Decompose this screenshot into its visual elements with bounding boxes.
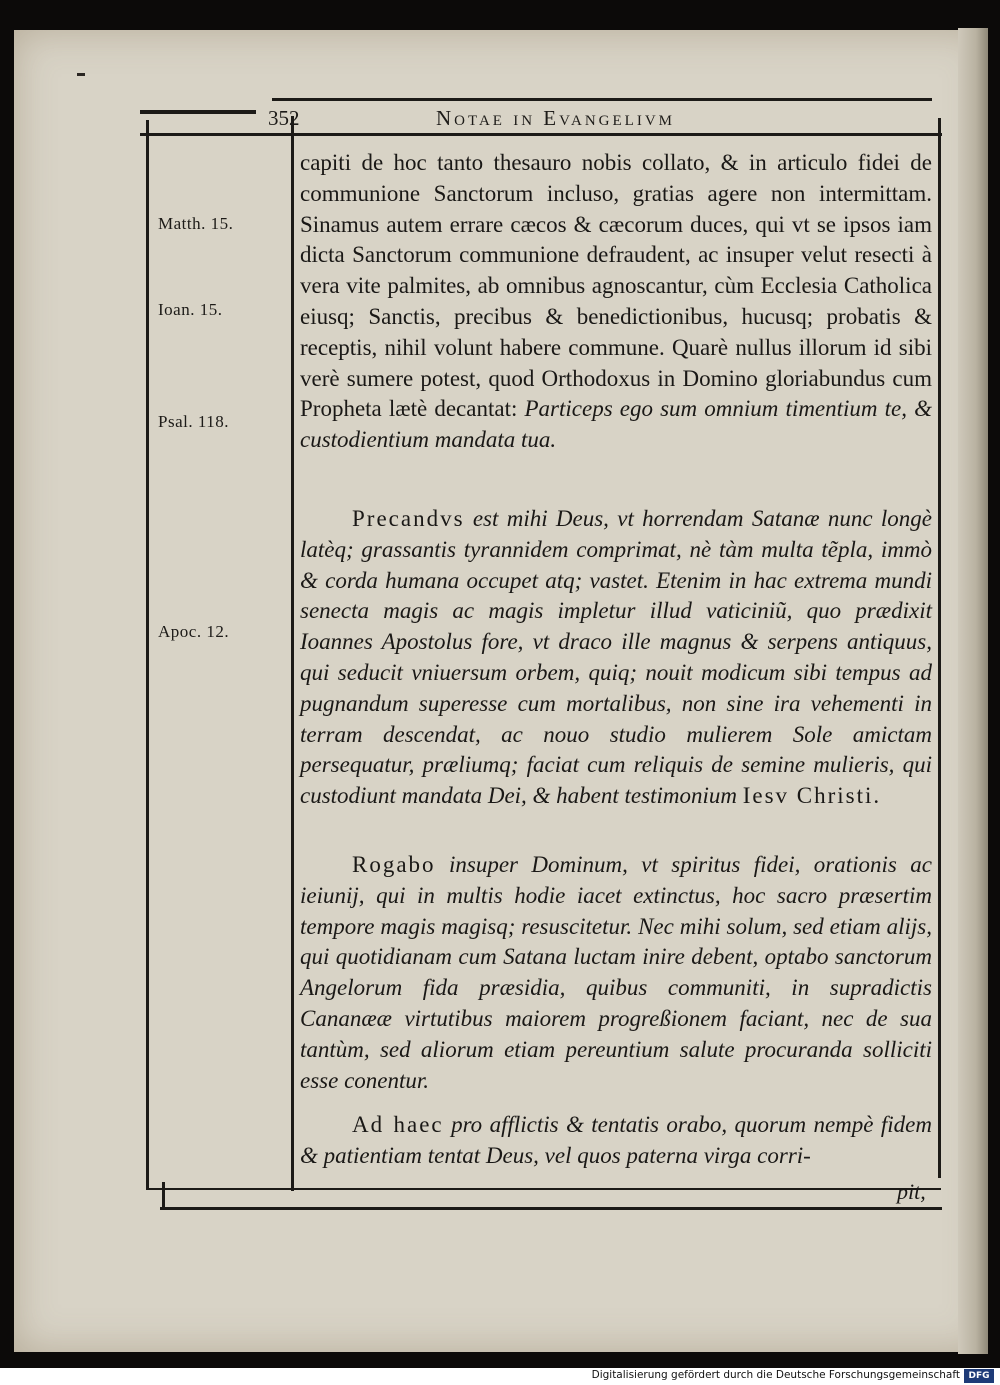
text-column-left-rule bbox=[291, 116, 294, 1191]
margin-note: Matth. 15. bbox=[158, 214, 234, 233]
text-column-right-rule bbox=[938, 118, 941, 1178]
paragraph-lead-word: Ad haec bbox=[352, 1112, 444, 1137]
top-rule bbox=[140, 110, 256, 114]
running-head-title: Notae in Evangelivm bbox=[436, 106, 675, 130]
paragraph-4 bbox=[300, 1110, 932, 1172]
paragraph-1 bbox=[300, 148, 932, 456]
paragraph-lead-word: Rogabo bbox=[352, 852, 436, 877]
margin-note: Apoc. 12. bbox=[158, 622, 230, 641]
bottom-rule bbox=[146, 1188, 941, 1190]
paragraph-text: capiti de hoc tanto thesauro nobis collato, & in articulo fidei de communione Sanctorum incluso, gratias agere non intermittam. Sinamus autem errare cæcos & cæcorum duces, qui vt se ipsos iam dicta Sanctorum communione defraudent, ac insuper velut resecti à vera vite palmites, ab omnibus agnoscantur, cùm Ecclesia Catholica eiusq; Sanctis, precibus & benedictionibus, hucusq; probatis & receptis, nihil volunt habere commune. Quarè nullus illorum id sibi verè sumere potest, quod Orthodoxus in Domino gloriabundus cum Propheta lætè decantat: bbox=[300, 150, 932, 422]
catchword: pit, bbox=[897, 1179, 926, 1204]
ink-mark bbox=[77, 73, 85, 76]
ink-mark-left bbox=[162, 1182, 165, 1208]
margin-column-left-rule bbox=[146, 120, 149, 1188]
footer-rule bbox=[160, 1207, 942, 1210]
margin-note: Psal. 118. bbox=[158, 412, 229, 431]
dfg-logo: DFG bbox=[964, 1369, 994, 1383]
page-edge bbox=[958, 28, 988, 1354]
paragraph-text: insuper Dominum, vt spiritus fidei, orationis ac ieiunij, qui in multis hodie iacet extinctus, hoc sacro præsertim tempore magis magisq; resuscitetur. Nec mihi solum, sed etiam alijs, qui quotidianam cum Satana luctam inire debent, optabo sanctorum Angelorum fida præsidia, quibus communiti, in supradictis Cananææ virtutibus maiorem progreßionem faciant, nec de sua tantùm, sed aliorum etiam pereuntium salute procuranda solliciti esse conentur. bbox=[300, 852, 933, 1093]
paragraph-text: est mihi Deus, vt horrendam Satanæ nunc longè latèq; grassantis tyrannidem comprimat, nè tàm multa tẽpla, immò & corda humana occupet atq; vastet. Etenim in hac extrema mundi senecta magis ac magis impletur illud vaticiniũ, quo prædixit Ioannes Apostolus fore, vt draco ille magnus & serpens antiquus, qui seducit vniuersum orbem, quiq; nouit modicum sibi tempus ad pugnandum superesse cum mortalibus, non sine ira vehementi in terram descendat, ac nouo studio mulierem Sole amictam persequatur, præliumq; faciat cum reliquis de semine mulieris, qui custodiunt mandata Dei, & habent testimonium bbox=[300, 506, 932, 809]
psalm-quote: Particeps ego sum omnium timentium te, & custodientium mandata tua. bbox=[300, 396, 933, 453]
funding-credit: Digitalisierung gefördert durch die Deutsche Forschungsgemeinschaft bbox=[591, 1369, 960, 1381]
paragraph-lead-word: Precandvs bbox=[352, 506, 465, 531]
running-header bbox=[268, 102, 948, 136]
paragraph-3 bbox=[300, 850, 932, 1096]
paragraph-text: pro afflictis & tentatis orabo, quorum nempè fidem & patientiam tentat Deus, vel quos paterna virga corri- bbox=[300, 1112, 932, 1168]
top-rule-right bbox=[272, 98, 932, 101]
page-number: 352 bbox=[268, 106, 300, 130]
paragraph-2 bbox=[300, 504, 932, 812]
digitization-footer bbox=[0, 1368, 1000, 1385]
margin-note: Ioan. 15. bbox=[158, 300, 223, 319]
paragraph-tail: Iesv Christi. bbox=[742, 783, 882, 809]
